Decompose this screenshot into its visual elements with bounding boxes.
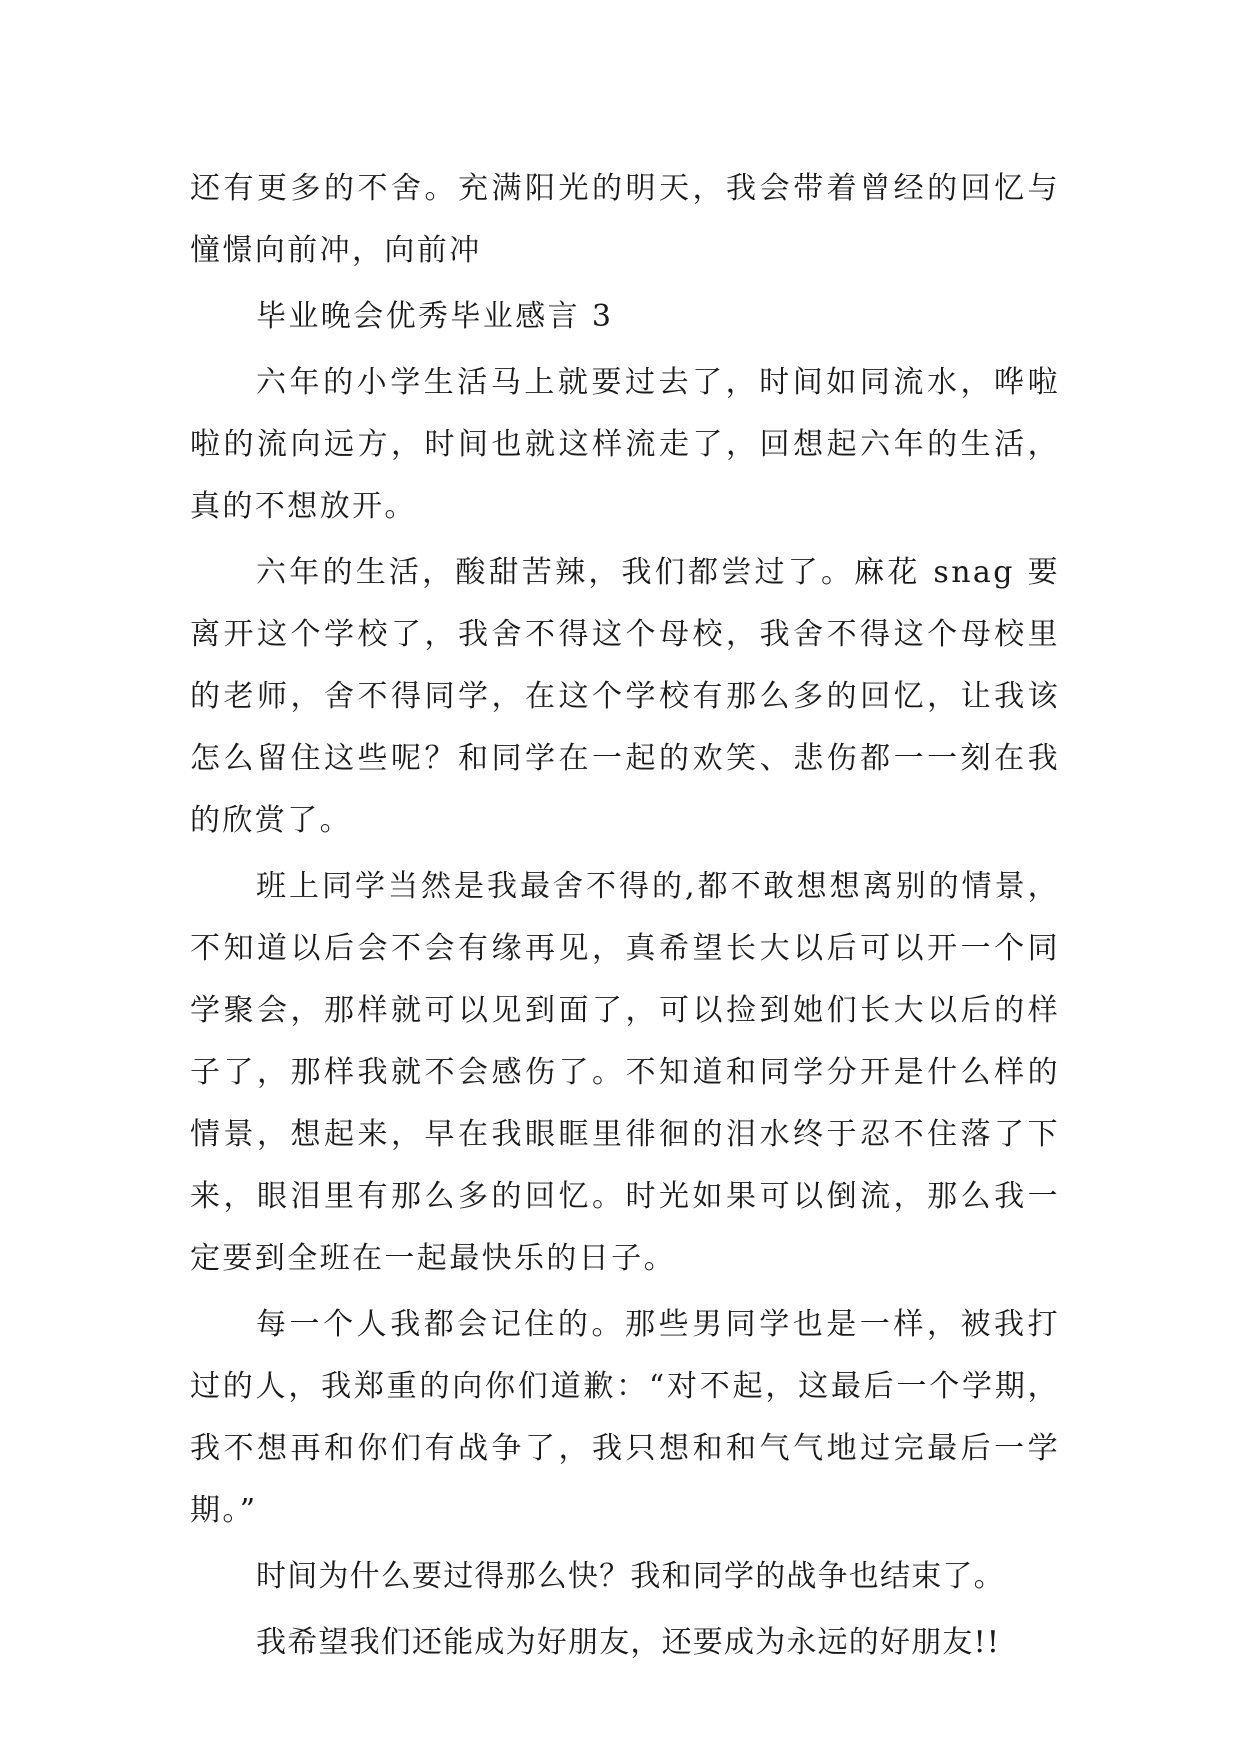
paragraph: 我希望我们还能成为好朋友，还要成为永远的好朋友!!: [256, 1625, 1001, 1660]
paragraph: 六年的生活，酸甜苦辣，我们都尝过了。麻花 snag 要离开这个学校了，我舍不得这个母校，我舍不得这个母校里的老师，舍不得同学，在这个学校有那么多的回忆，让我该怎么留住这些呢？和同学在一起的欢笑、悲伤都一一刻在我的欣赏了。: [190, 555, 1060, 838]
paragraph-continuation: 还有更多的不舍。充满阳光的明天，我会带着曾经的回忆与憧憬向前冲，向前冲: [190, 171, 1060, 268]
section-heading: 毕业晚会优秀毕业感言 3: [256, 299, 614, 334]
paragraph: 每一个人我都会记住的。那些男同学也是一样，被我打过的人，我郑重的向你们道歉：“对不起，这最后一个学期，我不想再和你们有战争了，我只想和和气气地过完最后一学期。”: [190, 1307, 1060, 1528]
document-body: [190, 158, 1060, 1678]
paragraph: 班上同学当然是我最舍不得的,都不敢想想离别的情景，不知道以后会不会有缘再见，真希望长大以后可以开一个同学聚会，那样就可以见到面了，可以捡到她们长大以后的样子了，那样我就不会感伤了。不知道和同学分开是什么样的情景，想起来，早在我眼眶里徘徊的泪水终于忍不住落了下来，眼泪里有那么多的回忆。时光如果可以倒流，那么我一定要到全班在一起最快乐的日子。: [190, 869, 1060, 1276]
paragraph: 六年的小学生活马上就要过去了，时间如同流水，哗啦啦的流向远方，时间也就这样流走了，回想起六年的生活，真的不想放开。: [190, 365, 1060, 524]
paragraph: 时间为什么要过得那么快？我和同学的战争也结束了。: [256, 1559, 1005, 1594]
